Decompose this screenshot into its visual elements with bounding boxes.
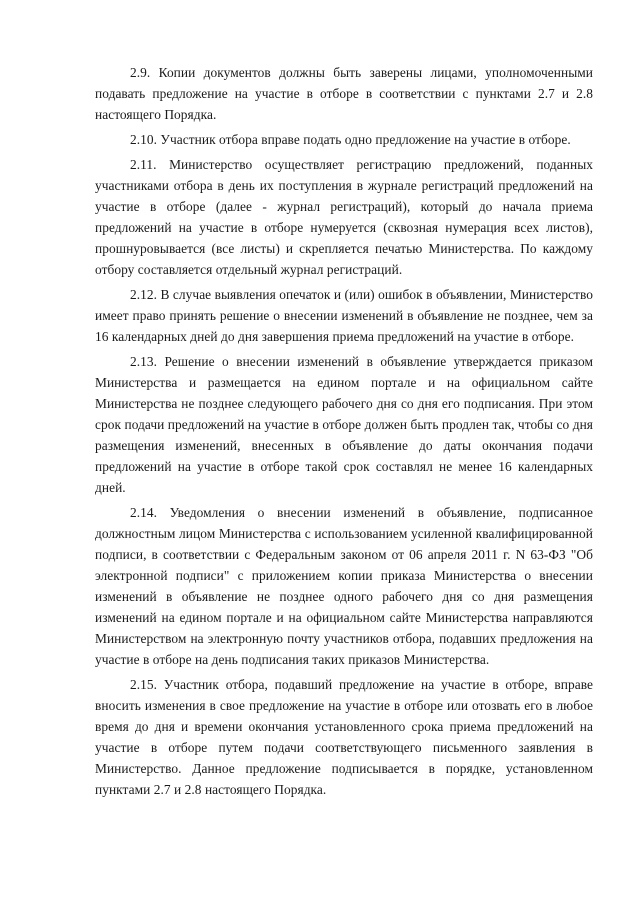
paragraph-2-14: 2.14. Уведомления о внесении изменений в объявление, подписанное должностным лицом Министерства с использованием усиленной квалифицированной подписи, в соответствии с Федеральным законом от 06 апреля 2011 г. N 63-ФЗ "Об электронной подписи" с приложением копии приказа Министерства о внесении изменений в объявление не позднее одного рабочего дня со дня размещения изменений на едином портале и на официальном сайте Министерства направляются Министерством на электронную почту участников отбора, подавших предложения на участие в отборе на день подписания таких приказов Министерства. [95,505,593,667]
paragraph-2-9: 2.9. Копии документов должны быть заверены лицами, уполномоченными подавать предложение на участие в отборе в соответствии с пунктами 2.7 и 2.8 настоящего Порядка. [95,65,593,122]
document-body [95,62,593,804]
paragraph-2-13: 2.13. Решение о внесении изменений в объявление утверждается приказом Министерства и размещается на едином портале и на официальном сайте Министерства не позднее следующего рабочего дня со дня его подписания. При этом срок подачи предложений на участие в отборе должен быть продлен так, чтобы со дня размещения изменений, внесенных в объявление до даты окончания подачи предложений на участие в отборе такой срок составлял не менее 16 календарных дней. [95,354,593,495]
paragraph-2-11: 2.11. Министерство осуществляет регистрацию предложений, поданных участниками отбора в день их поступления в журнале регистраций предложений на участие в отборе (далее - журнал регистраций), который до начала приема предложений на участие в отборе нумеруется (сквозная нумерация всех листов), прошнуровывается (все листы) и скрепляется печатью Министерства. По каждому отбору составляется отдельный журнал регистраций. [95,157,593,277]
paragraph-2-12: 2.12. В случае выявления опечаток и (или) ошибок в объявлении, Министерство имеет право принять решение о внесении изменений в объявление не позднее, чем за 16 календарных дней до дня завершения приема предложений на участие в отборе. [95,287,593,344]
paragraph-2-10: 2.10. Участник отбора вправе подать одно предложение на участие в отборе. [130,132,571,147]
paragraph-2-15: 2.15. Участник отбора, подавший предложение на участие в отборе, вправе вносить изменения в свое предложение на участие в отборе или отозвать его в любое время до дня и времени окончания установленного срока приема предложений на участие в отборе путем подачи соответствующего письменного заявления в Министерство. Данное предложение подписывается в порядке, установленном пунктами 2.7 и 2.8 настоящего Порядка. [95,677,593,797]
